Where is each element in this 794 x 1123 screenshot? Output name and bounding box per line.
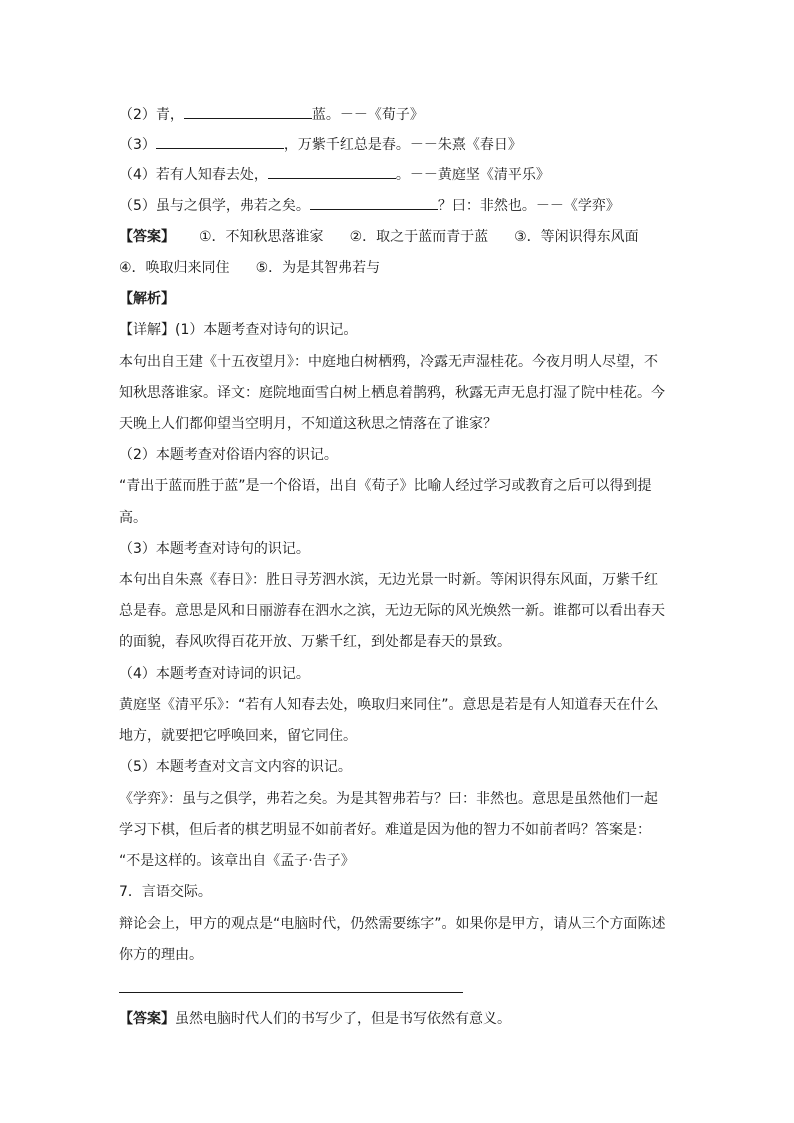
explanation-line: 本句出自王建《十五夜望月》：中庭地白树栖鸦，冷露无声湿桂花。今夜月明人尽望，不 — [119, 354, 658, 370]
question-7-line: 辩论会上，甲方的观点是“电脑时代，仍然需要练字”。如果你是甲方，请从三个方面陈述 — [119, 916, 666, 932]
explanation-line: （4）本题考查对诗词的识记。 — [119, 666, 310, 682]
explanation-line: “青出于蓝而胜于蓝”是一个俗语，出自《荀子》比喻人经过学习或教育之后可以得到提 — [119, 478, 652, 494]
question-prefix: 虽与之俱学，弗若之矣。 — [155, 198, 310, 214]
explanation-line: 的面貌，春风吹得百花开放、万紫千红，到处都是春天的景致。 — [119, 634, 511, 650]
explanation-line: 高。 — [119, 510, 147, 526]
question-suffix: ，万紫千红总是春。－－朱熹《春日》 — [283, 137, 522, 153]
answer-writing-line — [119, 992, 463, 993]
question-suffix: 蓝。－－《荀子》 — [311, 107, 424, 123]
answer-item-2: ②．取之于蓝而青于蓝 — [349, 229, 489, 245]
explanation-line: （5）本题考查对文言文内容的识记。 — [119, 759, 352, 775]
explanation-line: 地方，就要把它呼唤回来，留它同住。 — [119, 728, 357, 744]
question-number: （5） — [119, 198, 156, 214]
explanation-line: （2）本题考查对俗语内容的识记。 — [119, 447, 338, 463]
answer-row-2 — [119, 258, 380, 278]
answer-item-3: ③．等闲识得东风面 — [514, 229, 639, 245]
question-5 — [119, 195, 620, 215]
question-suffix: ？曰：非然也。－－《学弈》 — [437, 198, 620, 214]
question-number: （3） — [119, 137, 156, 153]
explanation-line: 天晚上人们都仰望当空明月，不知道这秋思之情落在了谁家？ — [119, 416, 497, 432]
explanation-line: 【详解】(1）本题考查对诗句的识记。 — [119, 322, 358, 338]
explanation-line: 学习下棋，但后者的棋艺明显不如前者好。难道是因为他的智力不如前者吗？答案是： — [119, 822, 651, 838]
question-suffix: 。－－黄庭坚《清平乐》 — [395, 167, 550, 183]
question-7-line: 你方的理由。 — [119, 947, 203, 963]
explanation-line: “不是这样的。该章出自《孟子·告子》 — [119, 853, 355, 869]
question-3 — [119, 134, 522, 154]
answer-7-text: 虽然电脑时代人们的书写少了，但是书写依然有意义。 — [175, 1011, 511, 1027]
question-number: （2） — [119, 107, 156, 123]
explanation-line: 本句出自朱熹《春日》：胜日寻芳泗水滨，无边光景一时新。等闲识得东风面，万紫千红 — [119, 572, 658, 588]
fill-blank — [184, 104, 312, 119]
answer-row — [119, 227, 639, 247]
explanation-line: 黄庭坚《清平乐》：“若有人知春去处，唤取归来同住”。意思是若是有人知道春天在什么 — [119, 697, 659, 713]
fill-blank — [310, 195, 438, 210]
fill-blank — [268, 164, 396, 179]
question-4 — [119, 164, 550, 184]
question-prefix: 青， — [155, 107, 184, 123]
fill-blank — [156, 134, 284, 149]
answer-item-4: ④．唤取归来同住 — [119, 260, 230, 276]
answer-item-1: ①．不知秋思落谁家 — [199, 229, 324, 245]
explanation-line: 知秋思落谁家。译文：庭院地面雪白树上栖息着鹊鸦，秋露无声无息打湿了院中桂花。今 — [119, 385, 665, 401]
answer-item-5: ⑤．为是其智弗若与 — [255, 260, 381, 276]
question-7-title: 7．言语交际。 — [119, 884, 212, 900]
question-prefix: 若有人知春去处， — [155, 167, 268, 183]
question-number: （4） — [119, 167, 156, 183]
analysis-label: 【解析】 — [119, 291, 175, 307]
explanation-line: （3）本题考查对诗句的识记。 — [119, 541, 310, 557]
explanation-line: 《学弈》：虽与之俱学，弗若之矣。为是其智弗若与？曰：非然也。意思是虽然他们一起 — [119, 791, 658, 807]
question-2 — [119, 104, 424, 124]
answer-label: 【答案】 — [119, 229, 175, 245]
explanation-line: 总是春。意思是风和日丽游春在泗水之滨，无边无际的风光焕然一新。谁都可以看出春天 — [119, 603, 665, 619]
answer-label: 【答案】 — [119, 1011, 175, 1027]
answer-7-row — [119, 1009, 511, 1029]
